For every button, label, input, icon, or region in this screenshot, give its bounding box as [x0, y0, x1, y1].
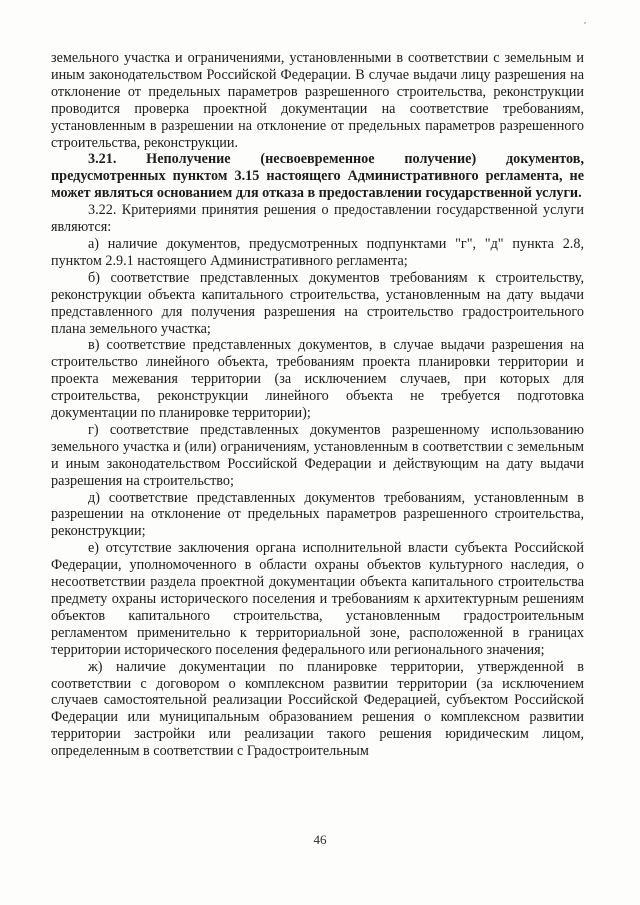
criterion-g: г) соответствие представленных документов разрешенному использованию земельного участка и (или) ограничениям, установленным в соответствии с земельным и иным законодательством Российской Федерации и действующим на дату выдачи разрешения на строительство;: [51, 421, 584, 489]
paragraph-3-21: 3.21. Неполучение (несвоевременное получение) документов, предусмотренных пунктом 3.15 настоящего Административного регламента, не может являться основанием для отказа в предоставлении государственной услуги.: [51, 151, 584, 202]
criterion-b: б) соответствие представленных документов требованиям к строительству, реконструкции объекта капитального строительства, установленным на дату выдачи представленного для получения разрешения на строительство градостроительного плана земельного участка;: [51, 269, 584, 337]
paragraph-3-22: 3.22. Критериями принятия решения о предоставлении государственной услуги являются:: [51, 202, 584, 236]
document-body: [51, 50, 584, 760]
scan-speck: [584, 22, 586, 24]
criterion-zh: ж) наличие документации по планировке территории, утвержденной в соответствии с договором о комплексном развитии территории (за исключением случаев самостоятельной реализации Российской Федерацией, субъектом Российской Федерации или муниципальным образованием решения о комплексном развитии территории застройки или реализации такого решения юридическим лицом, определенным в соответствии с Градостроительным: [51, 658, 584, 760]
criterion-e: е) отсутствие заключения органа исполнительной власти субъекта Российской Федерации, уполномоченного в области охраны объектов культурного наследия, о несоответствии раздела проектной документации объекта капитального строительства предмету охраны исторического поселения и требованиям к архитектурным решениям объектов капитального строительства, установленным градостроительным регламентом применительно к территориальной зоне, расположенной в границах территории исторического поселения федерального или регионального значения;: [51, 540, 584, 658]
criterion-d: д) соответствие представленных документов требованиям, установленным в разрешении на отклонение от предельных параметров разрешенного строительства, реконструкции;: [51, 489, 584, 540]
page-number: 46: [313, 832, 327, 847]
criterion-v: в) соответствие представленных документов, в случае выдачи разрешения на строительство линейного объекта, требованиям проекта планировки территории и проекта межевания территории (за исключением случаев, при которых для строительства, реконструкции линейного объекта не требуется подготовка документации по планировке территории);: [51, 337, 584, 422]
paragraph-continuation: земельного участка и ограничениями, установленными в соответствии с земельным и иным законодательством Российской Федерации. В случае выдачи лицу разрешения на отклонение от предельных параметров разрешенного строительства, реконструкции проводится проверка проектной документации на соответствие требованиям, установленным в разрешении на отклонение от предельных параметров разрешенного строительства, реконструкции.: [51, 50, 584, 151]
criterion-a: а) наличие документов, предусмотренных подпунктами "г", "д" пункта 2.8, пунктом 2.9.1 настоящего Административного регламента;: [51, 235, 584, 269]
